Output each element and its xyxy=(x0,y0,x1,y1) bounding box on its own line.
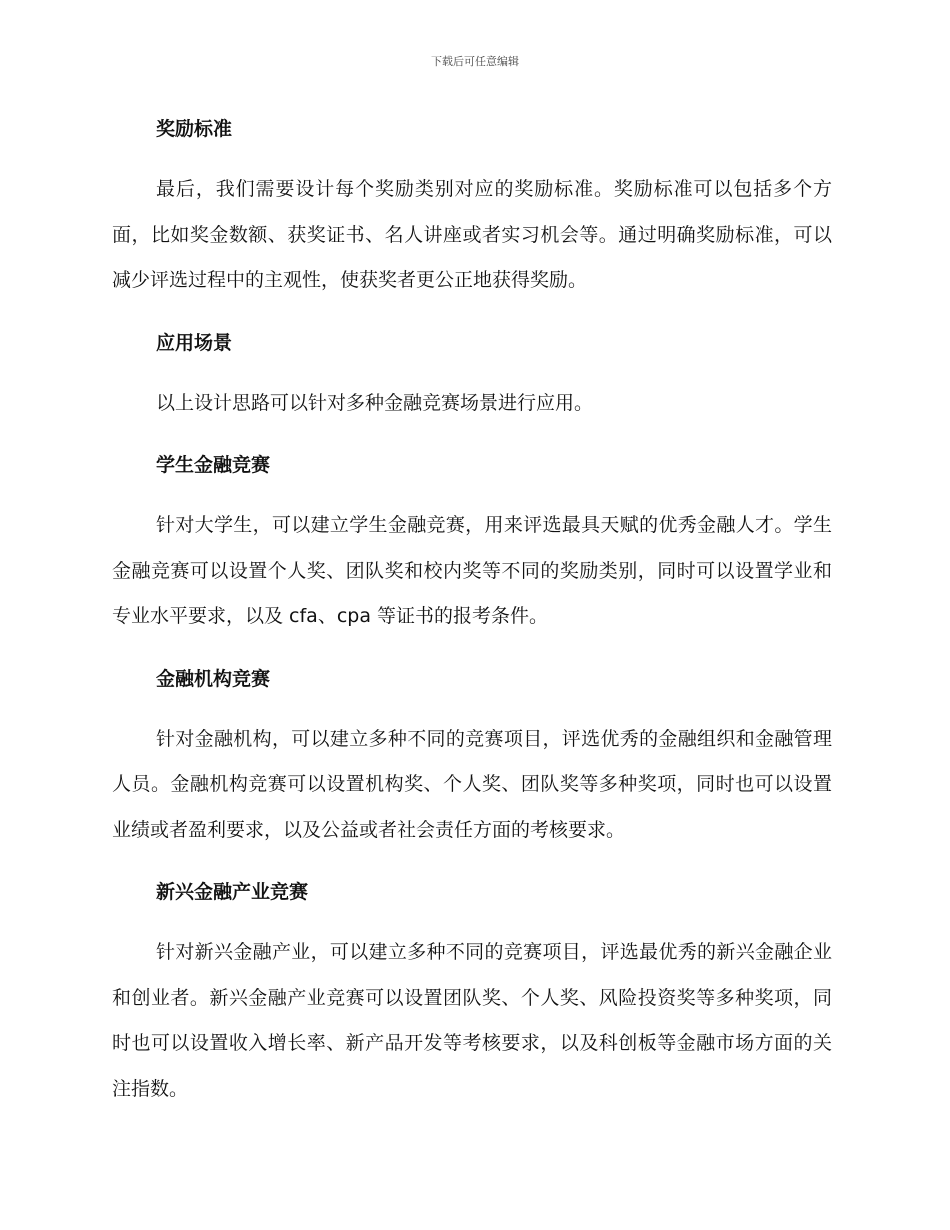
section-heading: 金融机构竞赛 xyxy=(156,667,271,690)
section-heading: 应用场景 xyxy=(156,331,233,354)
section-heading: 新兴金融产业竞赛 xyxy=(156,881,309,903)
section-paragraph: 针对大学生，可以建立学生金融竞赛，用来评选最具天赋的优秀金融人才。学生金融竞赛可以设置个人奖、团队奖和校内奖等不同的奖励类别，同时可以设置学业和专业水平要求，以及 cfa、cpa 等证书的报考条件。 xyxy=(112,514,832,627)
section-paragraph: 针对新兴金融产业，可以建立多种不同的竞赛项目，评选最优秀的新兴金融企业和创业者。新兴金融产业竞赛可以设置团队奖、个人奖、风险投资奖等多种奖项，同时也可以设置收入增长率、新产品开发等考核要求，以及科创板等金融市场方面的关注指数。 xyxy=(112,941,832,1100)
section-heading: 奖励标准 xyxy=(156,118,233,140)
section-heading: 学生金融竞赛 xyxy=(156,454,271,476)
page-header: 下载后可任意编辑 xyxy=(431,55,519,68)
document-body xyxy=(112,110,832,1112)
section-paragraph: 以上设计思路可以针对多种金融竞赛场景进行应用。 xyxy=(156,391,594,414)
section-paragraph: 最后，我们需要设计每个奖励类别对应的奖励标准。奖励标准可以包括多个方面，比如奖金数额、获奖证书、名人讲座或者实习机会等。通过明确奖励标准，可以减少评选过程中的主观性，使获奖者更公正地获得奖励。 xyxy=(112,178,832,291)
section-paragraph: 针对金融机构，可以建立多种不同的竞赛项目，评选优秀的金融组织和金融管理人员。金融机构竞赛可以设置机构奖、个人奖、团队奖等多种奖项，同时也可以设置业绩或者盈利要求，以及公益或者社会责任方面的考核要求。 xyxy=(112,727,832,841)
